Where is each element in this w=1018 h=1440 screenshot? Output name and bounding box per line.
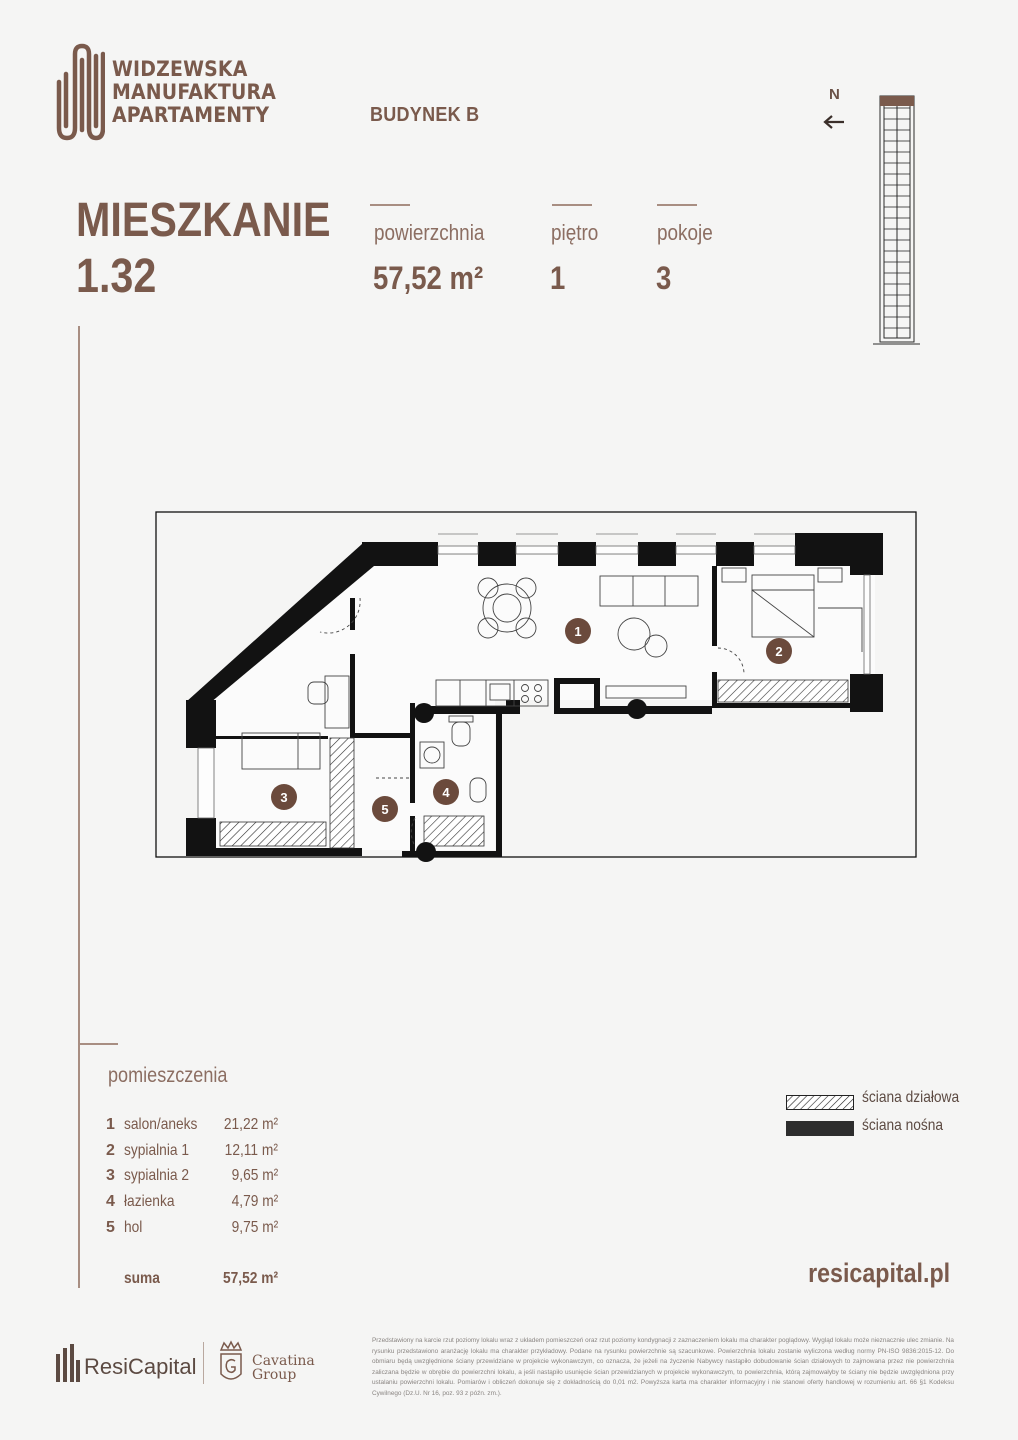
cavatina-logo-icon xyxy=(218,1340,244,1386)
floor-plan xyxy=(150,505,922,863)
brand-name xyxy=(112,58,276,127)
room-name: salon/aneks xyxy=(124,1116,198,1133)
room-area: 4,79 m² xyxy=(231,1193,278,1210)
room-area: 9,65 m² xyxy=(231,1167,278,1184)
room-name: sypialnia 2 xyxy=(124,1167,190,1184)
cavatina-line-2: Group xyxy=(252,1367,297,1383)
room-name: łazienka xyxy=(124,1193,175,1210)
cavatina-wordmark xyxy=(252,1354,315,1382)
building-key-plan xyxy=(870,92,922,348)
floor-label: piętro xyxy=(551,220,599,245)
partition-wall-swatch xyxy=(786,1095,854,1110)
brand-line-2: MANUFAKTURA xyxy=(112,80,277,104)
brand-logo-mark xyxy=(55,42,105,142)
legal-disclaimer: Przedstawiony na karcie rzut poziomy lokalu wraz z układem pomieszczeń oraz rzut poziomy kondygnacji z zaznaczeniem lokalu ma charakter poglądowy. Wygląd lokalu może nieznacznie ulec zmianie. Na rysunku przedstawiono aranżację lokalu ma charakter przykładowy. Podane na rysunku powierzchnie są szacunkowe. Powierzchnia lokalu zostanie wyliczona według normy PN-ISO 9836:2015-12. Do obmiaru będą uwzględnione ściany przewidziane w projekcie wykonawczym, co oznacza, że jeżeli na życzenie Nabywcy nastąpiło dobudowanie ścian działowych to zajmowana przez nie powierzchnia zaliczana będzie w obrębie do powierzchni lokalu, a jeśli nastąpiło usunięcie ścian przewidzianych w projekcie wykonawczym, to powierzchnia, którą zajmowałyby te ściany nie będzie uwzględniona przy ustalaniu powierzchni lokalu. Pomiarów i obliczeń dokonuje się z dokładnością do 0,01 m2. Powyższa karta ma charakter informacyjny i nie stanowi oferty handlowej w rozumieniu art. 66 §1 Kodeksu Cywilnego (Dz.U. Nr 16, poz. 93 z późn. zm.). xyxy=(372,1337,954,1397)
room-row xyxy=(106,1167,286,1189)
rooms-title: pomieszczenia xyxy=(108,1064,228,1087)
floor-divider xyxy=(552,204,592,206)
resicapital-logo-icon xyxy=(56,1344,80,1382)
building-label: BUDYNEK B xyxy=(370,104,480,126)
room-row xyxy=(106,1193,286,1215)
apartment-title xyxy=(76,196,331,302)
left-vertical-rule xyxy=(78,326,80,1288)
room-name: hol xyxy=(124,1219,143,1236)
unit-highlight xyxy=(880,96,914,106)
area-value: 57,52 m² xyxy=(373,260,484,296)
room-number: 4 xyxy=(106,1193,115,1210)
rooms-divider xyxy=(657,204,697,206)
brand-line-1: WIDZEWSKA xyxy=(112,57,248,81)
room-name: sypialnia 1 xyxy=(124,1142,190,1159)
rooms-label: pokoje xyxy=(657,220,713,245)
room-marker-1 xyxy=(565,618,591,644)
room-number: 3 xyxy=(106,1167,115,1184)
cavatina-line-1: Cavatina xyxy=(252,1353,315,1369)
room-number: 2 xyxy=(106,1142,115,1159)
load-bearing-wall-label: ściana nośna xyxy=(862,1117,944,1134)
room-row xyxy=(106,1116,286,1138)
room-marker-4 xyxy=(433,779,459,805)
room-marker-3 xyxy=(271,784,297,810)
room-row xyxy=(106,1142,286,1164)
room-area: 9,75 m² xyxy=(231,1219,278,1236)
room-marker-2 xyxy=(766,638,792,664)
north-label: N xyxy=(829,86,840,103)
room-number: 1 xyxy=(106,1116,115,1133)
room-area: 21,22 m² xyxy=(223,1116,278,1133)
north-arrow-icon xyxy=(822,114,846,130)
svg-text:3: 3 xyxy=(280,790,288,805)
area-label: powierzchnia xyxy=(374,220,485,245)
svg-text:1: 1 xyxy=(574,624,582,639)
load-bearing-wall-swatch xyxy=(786,1121,854,1136)
area-divider xyxy=(370,204,410,206)
sum-label: suma xyxy=(124,1270,160,1287)
svg-text:4: 4 xyxy=(442,785,450,800)
rooms-sum-row xyxy=(106,1270,286,1292)
brand-line-3: APARTAMENTY xyxy=(112,103,270,127)
svg-text:2: 2 xyxy=(775,644,783,659)
rooms-divider-line xyxy=(78,1043,118,1045)
website-link[interactable]: resicapital.pl xyxy=(808,1258,950,1288)
footer-logo-divider xyxy=(203,1342,204,1384)
room-number: 5 xyxy=(106,1219,115,1236)
room-marker-5 xyxy=(372,796,398,822)
svg-text:5: 5 xyxy=(381,802,389,817)
room-row xyxy=(106,1219,286,1241)
apartment-label: MIESZKANIE xyxy=(76,194,331,247)
partition-wall-label: ściana działowa xyxy=(862,1089,960,1106)
sum-value: 57,52 m² xyxy=(222,1270,278,1287)
floor-value: 1 xyxy=(550,260,566,296)
apartment-number: 1.32 xyxy=(76,250,157,303)
rooms-value: 3 xyxy=(656,260,672,296)
room-area: 12,11 m² xyxy=(224,1142,278,1159)
resicapital-wordmark: ResiCapital xyxy=(84,1354,197,1379)
